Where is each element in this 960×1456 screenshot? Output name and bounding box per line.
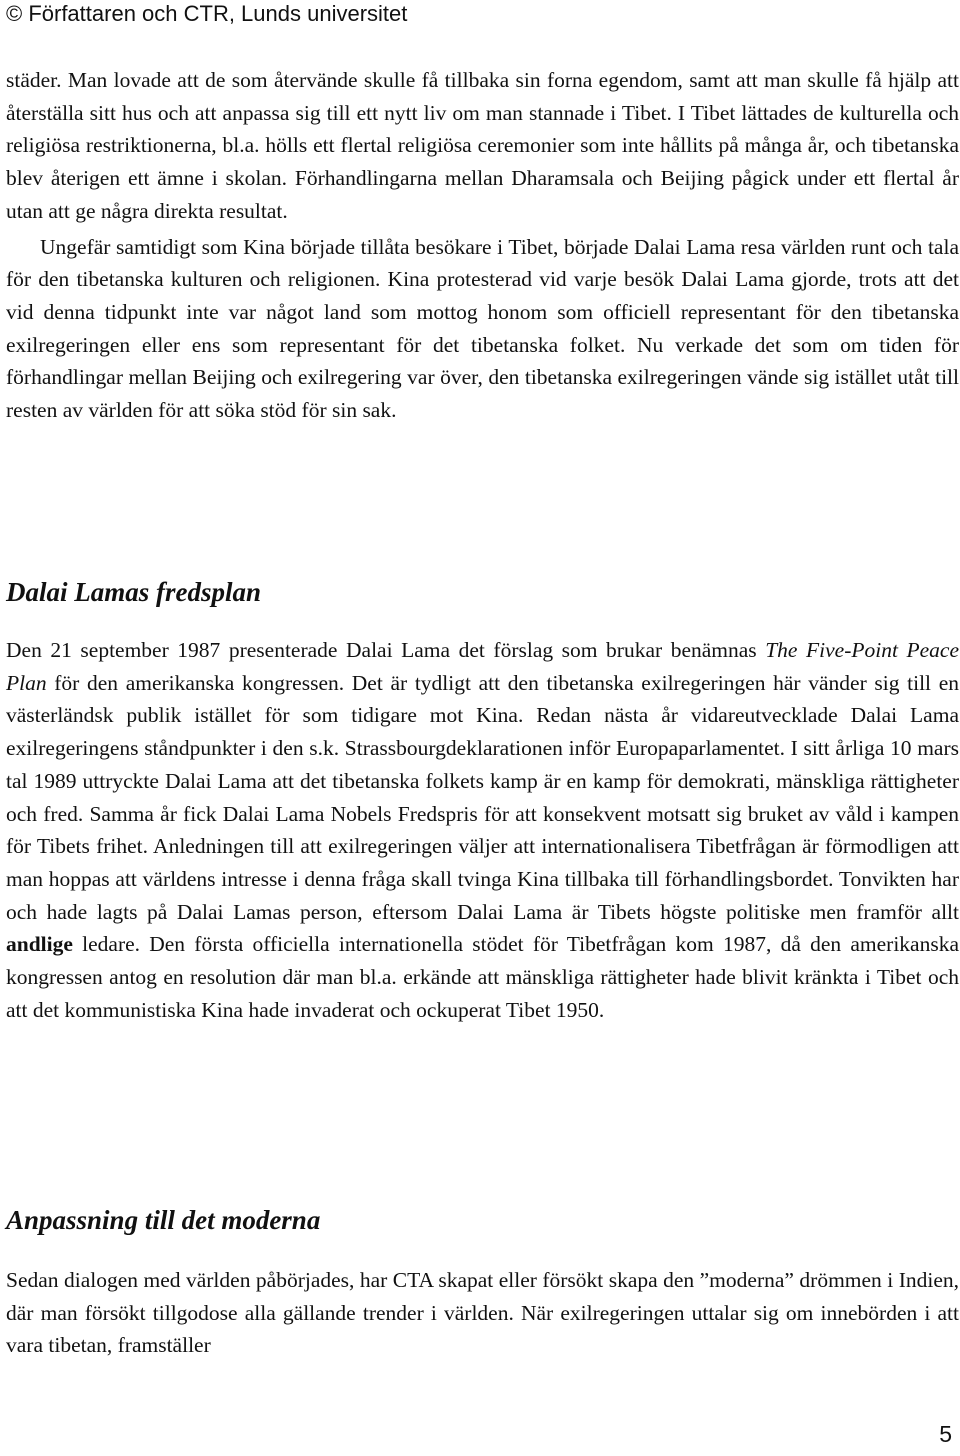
paragraph: städer. Man lovade att de som återvände skulle få tillbaka sin forna egendom, samt att man skulle få hjälp att återställa sitt hus och att anpassa sig till ett nytt liv om man stannade i Tibet. I Tibet lättades de kulturella och religiösa restriktionerna, bl.a. hölls ett flertal religiösa ceremonier som inte hållits på många år, och tibetanska blev återigen ett ämne i skolan. Förhandlingarna mellan Dharamsala och Beijing pågick under ett flertal år utan att ge några direkta resultat. [6,68,959,223]
section-heading: Anpassning till det moderna [6,1205,321,1235]
text-span: för den amerikanska kongressen. Det är tydligt att den tibetanska exilregeringen här vänder sig till en västerländsk publik istället för som tidigare mot Kina. Redan nästa år vidareutvecklade Dalai Lama exilregeringens ståndpunkter i den s.k. Strassbourgdeklarationen inför Europaparlamentet. I sitt årliga 10 mars tal 1989 uttryckte Dalai Lama att det tibetanska folkets kamp är en kamp för demokrati, mänskliga rättigheter och fred. Samma år fick Dalai Lama Nobels Fredspris för att konsekvent motsatt sig bruket av våld i kampen för Tibets frihet. Anledningen till att exilregeringen väljer att internationalisera Tibetfrågan är förmodligen att man hoppas att världens intresse i denna fråga skall tvinga Kina tillbaka till förhandlingsbordet. Tonvikten har och hade lagts på Dalai Lamas person, eftersom Dalai Lama är Tibets högste politiske men framför allt [6,670,959,924]
paragraph: Ungefär samtidigt som Kina började tillåta besökare i Tibet, började Dalai Lama resa världen runt och tala för den tibetanska kulturen och religionen. Kina protesterad vid varje besök Dalai Lama gjorde, trots att det vid denna tidpunkt inte var något land som mottog honom som officiell representant för den tibetanska exilregeringen eller ens som representant för det tibetanska folket. Nu verkade det som om tiden för förhandlingar mellan Beijing och exilregering var över, den tibetanska exilregeringen vände sig istället utåt till resten av världen för att söka stöd för sin sak. [6,234,959,423]
paragraph [6,634,959,1026]
section-heading: Dalai Lamas fredsplan [6,577,262,607]
moderna-text [6,1264,959,1362]
page-number: 5 [939,1421,952,1447]
emphasis-bold: andlige [6,932,73,957]
text-span: ledare. Den första officiella internationella stödet för Tibetfrågan kom 1987, då den amerikanska kongressen antog en resolution där man bl.a. erkände att mänskliga rättigheter hade blivit kränkta i Tibet och att det kommunistiska Kina hade invaderat och ockuperat Tibet 1950. [6,932,959,1022]
intro-text [6,64,959,427]
text-span: Den 21 september 1987 presenterade Dalai Lama det förslag som brukar benämnas [6,638,766,662]
document-title-italic: The Five-Point Peace Plan [6,638,959,695]
paragraph: Sedan dialogen med världen påbörjades, har CTA skapat eller försökt skapa den ”moderna” drömmen i Indien, där man försökt tillgodose alla gällande trender i världen. När exilregeringen uttalar sig om innebörden i att vara tibetan, framställer [6,1268,959,1358]
fredsplan-text [6,634,959,1026]
copyright-header: © Författaren och CTR, Lunds universitet [6,1,408,26]
